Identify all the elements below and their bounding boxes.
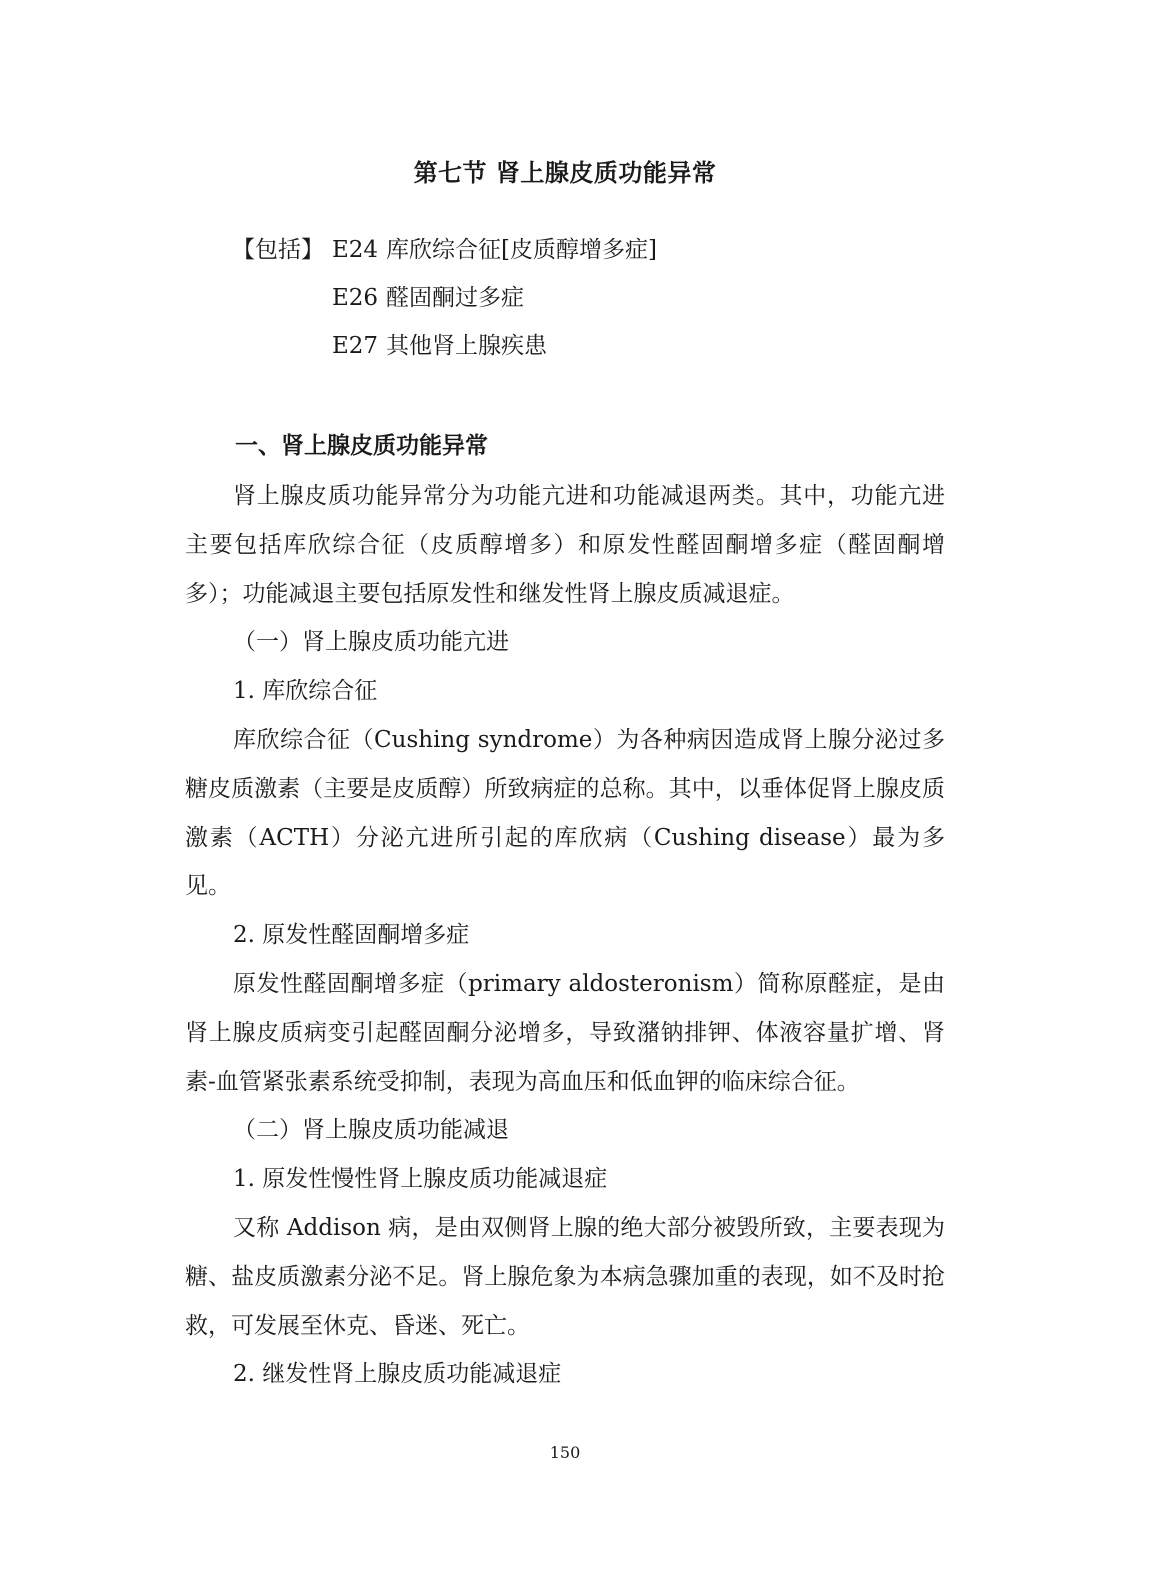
includes-row xyxy=(232,274,657,322)
includes-label: 【包括】 xyxy=(232,237,324,263)
paragraph: 库欣综合征（Cushing syndrome）为各种病因造成肾上腺分泌过多糖皮质激素（主要是皮质醇）所致病症的总称。其中，以垂体促肾上腺皮质激素（ACTH）分泌亢进所引起的库欣病（Cushing disease）最为多见。 xyxy=(185,726,945,900)
item-heading: 2. 原发性醛固酮增多症 xyxy=(233,922,470,949)
icd-code: E26 xyxy=(332,285,379,311)
icd-description: 库欣综合征[皮质醇增多症] xyxy=(386,237,657,263)
item-heading: 1. 原发性慢性肾上腺皮质功能减退症 xyxy=(233,1166,608,1193)
includes-row xyxy=(232,226,657,274)
paragraph: 又称 Addison 病，是由双侧肾上腺的绝大部分被毁所致，主要表现为糖、盐皮质激素分泌不足。肾上腺危象为本病急骤加重的表现，如不及时抢救，可发展至休克、昏迷、死亡。 xyxy=(185,1214,945,1339)
section-heading: 一、肾上腺皮质功能异常 xyxy=(235,433,488,459)
subsection-heading: （二）肾上腺皮质功能减退 xyxy=(233,1117,509,1144)
icd-code: E24 xyxy=(332,237,379,263)
icd-description: 其他肾上腺疾患 xyxy=(386,333,547,359)
paragraph: 原发性醛固酮增多症（primary aldosteronism）简称原醛症，是由肾上腺皮质病变引起醛固酮分泌增多，导致潴钠排钾、体液容量扩增、肾素-血管紧张素系统受抑制，表现为高血压和低血钾的临床综合征。 xyxy=(185,970,945,1095)
page-number: 150 xyxy=(549,1443,581,1462)
includes-row xyxy=(232,322,657,370)
section-title: 第七节 肾上腺皮质功能异常 xyxy=(413,159,717,187)
paragraph: 肾上腺皮质功能异常分为功能亢进和功能减退两类。其中，功能亢进主要包括库欣综合征（皮质醇增多）和原发性醛固酮增多症（醛固酮增多）；功能减退主要包括原发性和继发性肾上腺皮质减退症。 xyxy=(185,483,945,607)
icd-code: E27 xyxy=(332,333,379,359)
includes-block xyxy=(232,226,657,370)
icd-description: 醛固酮过多症 xyxy=(386,285,524,311)
item-heading: 2. 继发性肾上腺皮质功能减退症 xyxy=(233,1361,562,1388)
body-text xyxy=(185,472,945,1399)
subsection-heading: （一）肾上腺皮质功能亢进 xyxy=(233,629,509,656)
item-heading: 1. 库欣综合征 xyxy=(233,678,378,705)
